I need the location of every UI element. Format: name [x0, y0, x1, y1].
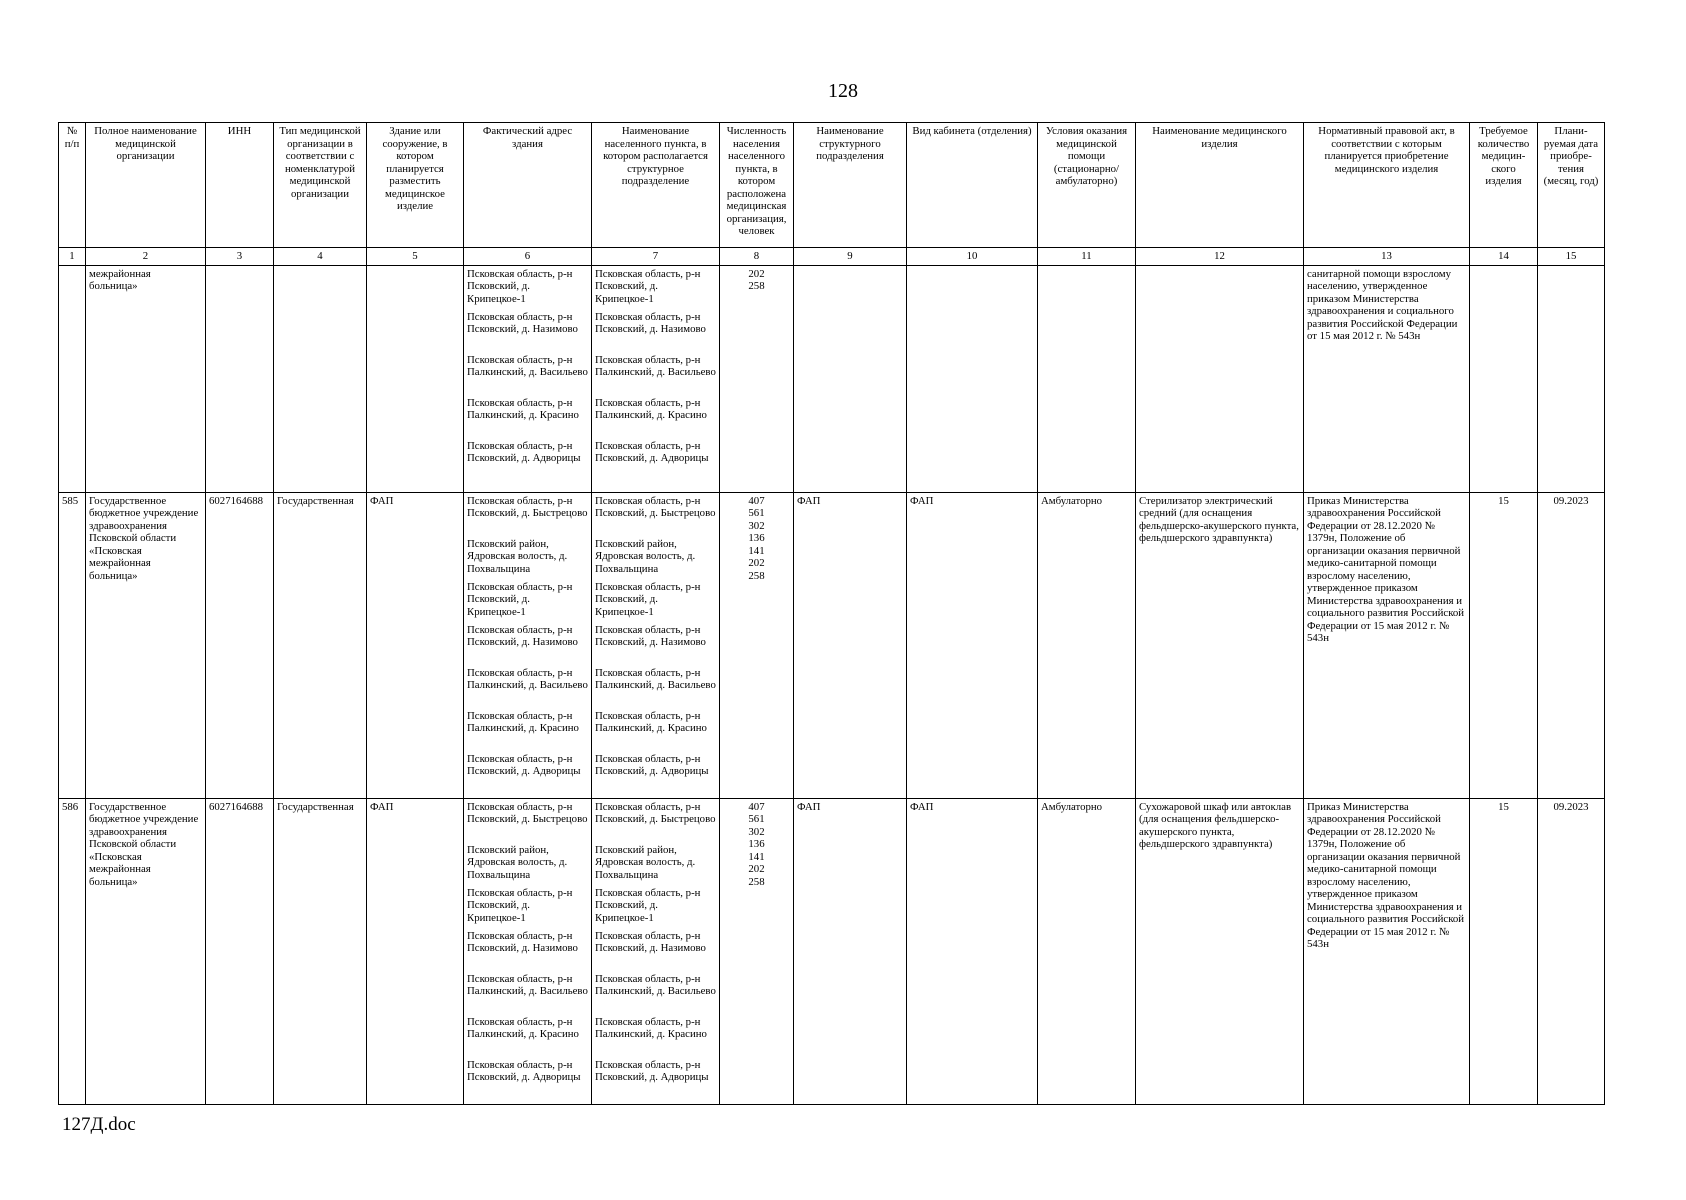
header-row — [59, 123, 1605, 248]
cell-unit: ФАП — [794, 798, 907, 1104]
address-block: Псковский район, Ядровская волость, д. Похвальщина — [467, 843, 568, 881]
population-value: 136 — [748, 532, 765, 544]
population-value: 258 — [748, 875, 765, 888]
cell-addresses — [464, 798, 592, 1104]
cell-num: 586 — [59, 798, 86, 1104]
address-block: Псковская область, р-н Псковский, д. Адворицы — [467, 439, 581, 464]
cell-quantity: 15 — [1470, 798, 1538, 1104]
address-block: Псковская область, р-н Псковский, д. Назимово — [595, 623, 706, 648]
cell-org: Государственное бюджетное учреждение здравоохранения Псковской области «Псковская межрайонная больница» — [86, 798, 206, 1104]
cell-population — [720, 798, 794, 1104]
column-number: 9 — [794, 248, 907, 266]
cell-addresses — [464, 265, 592, 492]
cell-cabinet — [907, 265, 1038, 492]
cell-type — [274, 265, 367, 492]
cell-num — [59, 265, 86, 492]
header-cell: Здание или сооружение, в котором планируется разместить медицинское изделие — [367, 123, 464, 248]
population-value: 302 — [748, 825, 765, 838]
cell-device: Стерилизатор электрический средний (для оснащения фельдшерско-акушерского пункта, фельдшерского здравпункта) — [1136, 492, 1304, 798]
population-value: 202 — [748, 557, 765, 569]
cell-num: 585 — [59, 492, 86, 798]
address-block: Псковская область, р-н Псковский, д. Адворицы — [595, 439, 709, 464]
address-block: Псковская область, р-н Псковский, д. Крипецкое-1 — [595, 886, 701, 924]
column-number-row — [59, 248, 1605, 266]
address-block: Псковская область, р-н Палкинский, д. Красино — [595, 709, 707, 734]
cell-legal-act: Приказ Министерства здравоохранения Российской Федерации от 28.12.2020 № 1379н, Положение об организации оказания первичной медико-санитарной помощи взрослому населению, утвержденное приказом Министерства здравоохранения и социального развития Российской Федерации от 15 мая 2012 г. № 543н — [1304, 492, 1470, 798]
cell-device: Сухожаровой шкаф или автоклав (для оснащения фельдшерско-акушерского пункта, фельдшерского здравпункта) — [1136, 798, 1304, 1104]
cell-conditions: Амбулаторно — [1038, 492, 1136, 798]
address-block: Псковская область, р-н Псковский, д. Назимово — [467, 623, 578, 648]
cell-legal-act: Приказ Министерства здравоохранения Российской Федерации от 28.12.2020 № 1379н, Положение об организации оказания первичной медико-санитарной помощи взрослому населению, утвержденное приказом Министерства здравоохранения и социального развития Российской Федерации от 15 мая 2012 г. № 543н — [1304, 798, 1470, 1104]
address-block: Псковская область, р-н Палкинский, д. Васильево — [467, 972, 588, 997]
cell-device — [1136, 265, 1304, 492]
population-value: 561 — [748, 813, 765, 825]
column-number: 7 — [592, 248, 720, 266]
cell-unit — [794, 265, 907, 492]
page-number: 128 — [828, 80, 858, 102]
cell-org: Государственное бюджетное учреждение здравоохранения Псковской области «Псковская межрайонная больница» — [86, 492, 206, 798]
cell-conditions — [1038, 265, 1136, 492]
equipment-table — [58, 122, 1605, 1105]
header-cell: Фактический адрес здания — [464, 123, 592, 248]
address-block: Псковская область, р-н Псковский, д. Назимово — [595, 929, 706, 954]
header-cell: Наименование медицинского изделия — [1136, 123, 1304, 248]
column-number: 10 — [907, 248, 1038, 266]
address-block: Псковская область, р-н Псковский, д. Назимово — [467, 310, 578, 335]
address-block: Псковская область, р-н Псковский, д. Назимово — [595, 310, 706, 335]
column-number: 5 — [367, 248, 464, 266]
cell-population — [720, 265, 794, 492]
cell-inn: 6027164688 — [206, 798, 274, 1104]
header-cell: Требуемое количество медицин-ского изделия — [1470, 123, 1538, 248]
address-block: Псковская область, р-н Палкинский, д. Васильево — [467, 353, 588, 378]
address-block: Псковская область, р-н Палкинский, д. Васильево — [595, 972, 716, 997]
column-number: 12 — [1136, 248, 1304, 266]
cell-quantity — [1470, 265, 1538, 492]
address-block: Псковский район, Ядровская волость, д. Похвальщина — [467, 537, 568, 575]
population-value: 407 — [748, 494, 765, 507]
cell-building: ФАП — [367, 798, 464, 1104]
column-number: 13 — [1304, 248, 1470, 266]
header-cell: № п/п — [59, 123, 86, 248]
address-block: Псковская область, р-н Палкинский, д. Красино — [595, 1015, 707, 1040]
address-block: Псковская область, р-н Палкинский, д. Красино — [467, 1015, 579, 1040]
cell-population — [720, 492, 794, 798]
population-value: 202 — [748, 267, 765, 280]
cell-inn — [206, 265, 274, 492]
address-block: Псковский район, Ядровская волость, д. Похвальщина — [595, 537, 696, 575]
table-row — [59, 492, 1605, 798]
population-value: 136 — [748, 838, 765, 850]
column-number: 2 — [86, 248, 206, 266]
column-number: 14 — [1470, 248, 1538, 266]
column-number: 3 — [206, 248, 274, 266]
population-value: 258 — [748, 569, 765, 582]
address-block: Псковская область, р-н Псковский, д. Быстрецово — [467, 800, 588, 825]
header-cell: Вид кабинета (отделения) — [907, 123, 1038, 248]
address-block: Псковский район, Ядровская волость, д. Похвальщина — [595, 843, 696, 881]
footer-filename: 127Д.doc — [62, 1114, 136, 1135]
column-number: 6 — [464, 248, 592, 266]
column-number: 4 — [274, 248, 367, 266]
column-number: 11 — [1038, 248, 1136, 266]
cell-building: ФАП — [367, 492, 464, 798]
population-value: 561 — [748, 507, 765, 519]
header-cell: Полное наименование медицинской организации — [86, 123, 206, 248]
table-row — [59, 798, 1605, 1104]
address-block: Псковская область, р-н Псковский, д. Адворицы — [595, 752, 709, 777]
address-block: Псковская область, р-н Псковский, д. Крипецкое-1 — [467, 580, 573, 618]
cell-type: Государственная — [274, 798, 367, 1104]
population-value: 302 — [748, 519, 765, 532]
header-cell: Условия оказания медицинской помощи (стационарно/ амбулаторно) — [1038, 123, 1136, 248]
header-cell: ИНН — [206, 123, 274, 248]
cell-date — [1538, 265, 1605, 492]
address-block: Псковская область, р-н Псковский, д. Крипецкое-1 — [467, 886, 573, 924]
header-cell: Наименование структурного подразделения — [794, 123, 907, 248]
cell-settlements — [592, 492, 720, 798]
address-block: Псковская область, р-н Псковский, д. Быстрецово — [595, 494, 716, 519]
header-cell: Тип медицинской организации в соответствии с номенклатурой медицинской организации — [274, 123, 367, 248]
cell-cabinet: ФАП — [907, 798, 1038, 1104]
population-value: 141 — [748, 850, 765, 863]
address-block: Псковская область, р-н Палкинский, д. Васильево — [467, 666, 588, 691]
address-block: Псковская область, р-н Псковский, д. Крипецкое-1 — [595, 580, 701, 618]
population-value: 141 — [748, 544, 765, 557]
column-number: 8 — [720, 248, 794, 266]
address-block: Псковская область, р-н Псковский, д. Быстрецово — [595, 800, 716, 825]
address-block: Псковская область, р-н Псковский, д. Адворицы — [467, 752, 581, 777]
header-cell: Нормативный правовой акт, в соответствии с которым планируется приобретение медицинского изделия — [1304, 123, 1470, 248]
cell-addresses — [464, 492, 592, 798]
population-value: 202 — [748, 863, 765, 875]
header-cell: Наименование населенного пункта, в котором располагается структурное подразделение — [592, 123, 720, 248]
cell-date: 09.2023 — [1538, 492, 1605, 798]
cell-inn: 6027164688 — [206, 492, 274, 798]
address-block: Псковская область, р-н Палкинский, д. Красино — [595, 396, 707, 421]
cell-settlements — [592, 798, 720, 1104]
cell-unit: ФАП — [794, 492, 907, 798]
population-value: 258 — [748, 280, 765, 292]
address-block: Псковская область, р-н Псковский, д. Быстрецово — [467, 494, 588, 519]
cell-org: межрайонная больница» — [86, 265, 206, 492]
cell-date: 09.2023 — [1538, 798, 1605, 1104]
cell-building — [367, 265, 464, 492]
cell-legal-act: санитарной помощи взрослому населению, утвержденное приказом Министерства здравоохранения и социального развития Российской Федерации от 15 мая 2012 г. № 543н — [1304, 265, 1470, 492]
column-number: 1 — [59, 248, 86, 266]
address-block: Псковская область, р-н Псковский, д. Крипецкое-1 — [467, 267, 573, 305]
table-row-continuation — [59, 265, 1605, 492]
address-block: Псковская область, р-н Палкинский, д. Васильево — [595, 353, 716, 378]
cell-type: Государственная — [274, 492, 367, 798]
address-block: Псковская область, р-н Палкинский, д. Красино — [467, 396, 579, 421]
cell-conditions: Амбулаторно — [1038, 798, 1136, 1104]
address-block: Псковская область, р-н Палкинский, д. Красино — [467, 709, 579, 734]
column-number: 15 — [1538, 248, 1605, 266]
header-cell: Численность населения населенного пункта, в котором расположена медицинская организация, человек — [720, 123, 794, 248]
header-cell: Плани-руемая дата приобре-тения (месяц, год) — [1538, 123, 1605, 248]
population-value: 407 — [748, 800, 765, 813]
address-block: Псковская область, р-н Псковский, д. Назимово — [467, 929, 578, 954]
address-block: Псковская область, р-н Псковский, д. Адворицы — [595, 1058, 709, 1083]
address-block: Псковская область, р-н Псковский, д. Крипецкое-1 — [595, 267, 701, 305]
cell-settlements — [592, 265, 720, 492]
cell-quantity: 15 — [1470, 492, 1538, 798]
address-block: Псковская область, р-н Псковский, д. Адворицы — [467, 1058, 581, 1083]
address-block: Псковская область, р-н Палкинский, д. Васильево — [595, 666, 716, 691]
cell-cabinet: ФАП — [907, 492, 1038, 798]
